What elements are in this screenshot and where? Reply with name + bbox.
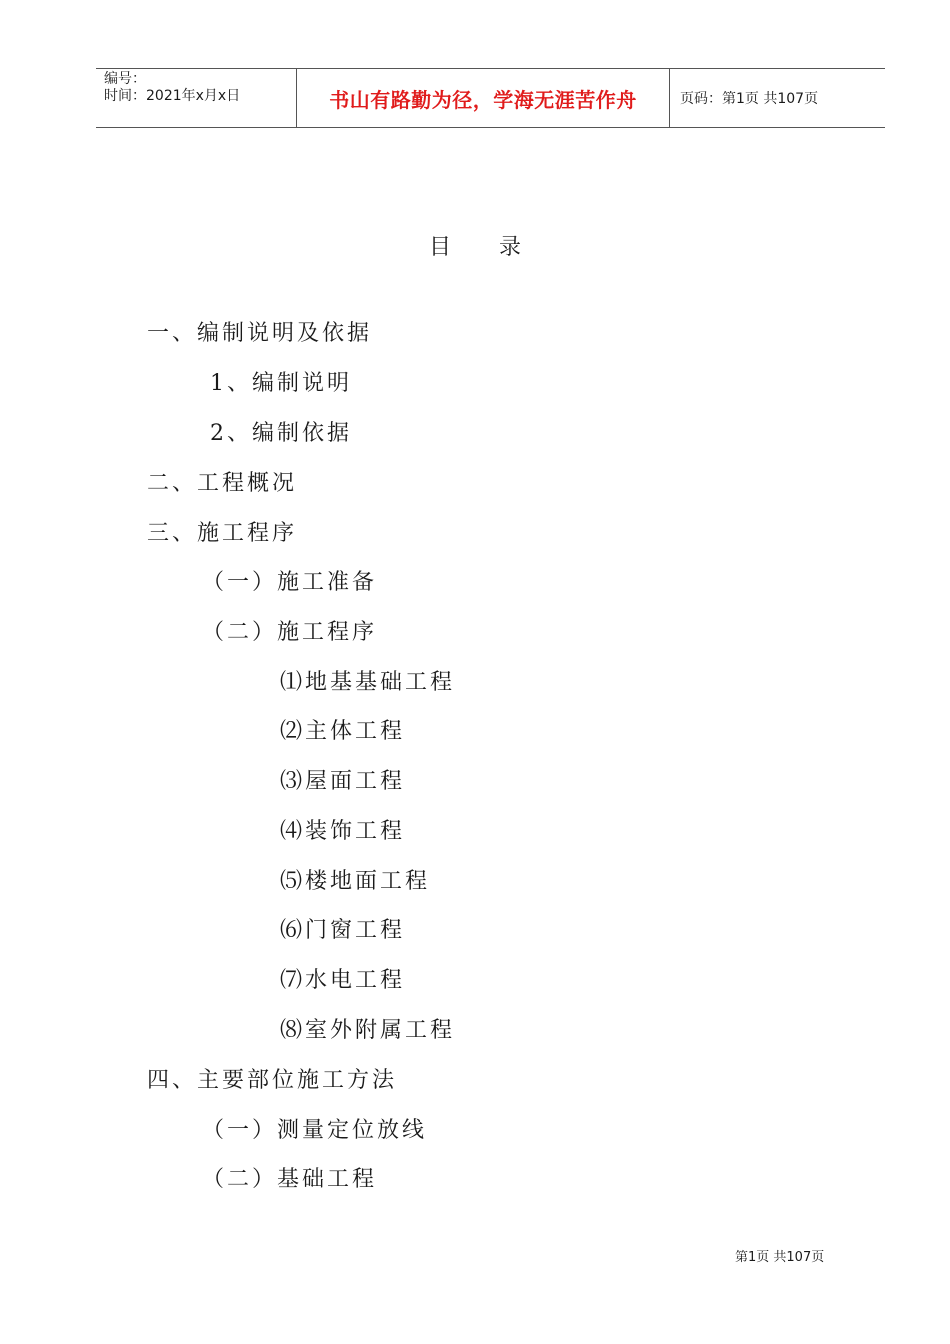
toc-item[interactable]: ⑺水电工程 <box>280 968 406 993</box>
toc-item[interactable]: ⑴地基基础工程 <box>280 670 456 695</box>
page-header <box>96 68 885 128</box>
header-meta-cell <box>96 69 297 127</box>
toc-item[interactable]: ⑶屋面工程 <box>280 769 406 794</box>
toc-item[interactable]: ⑸楼地面工程 <box>280 869 431 894</box>
header-motto-cell <box>297 69 670 127</box>
toc-item[interactable]: 四、主要部位施工方法 <box>147 1068 398 1093</box>
toc-item[interactable]: ⑻室外附属工程 <box>280 1018 456 1043</box>
document-title <box>0 230 950 261</box>
motto-text: 书山有路勤为径，学海无涯苦作舟 <box>329 87 637 112</box>
toc-item[interactable]: （二）施工程序 <box>202 620 378 645</box>
title-right-char: 录 <box>499 235 522 260</box>
footer-page-number: 第1页 共107页 <box>735 1250 825 1265</box>
toc-item[interactable]: ⑵主体工程 <box>280 719 406 744</box>
header-page-cell <box>670 69 885 127</box>
toc-item[interactable]: 2、编制依据 <box>210 421 352 446</box>
title-left-char: 目 <box>428 235 451 260</box>
time-label: 时间：2021年x月x日 <box>104 88 241 104</box>
page-footer <box>735 1246 824 1265</box>
toc-item[interactable]: （一）测量定位放线 <box>202 1118 428 1143</box>
header-page-label: 页码：第1页 共107页 <box>680 91 819 107</box>
toc-item[interactable]: ⑹门窗工程 <box>280 918 406 943</box>
number-label: 编号： <box>104 71 146 87</box>
toc-item[interactable]: （一）施工准备 <box>202 570 378 595</box>
toc-item[interactable]: （二）基础工程 <box>202 1167 378 1192</box>
toc-item[interactable]: 一、编制说明及依据 <box>147 321 373 346</box>
toc-item[interactable]: ⑷装饰工程 <box>280 819 406 844</box>
toc-item[interactable]: 二、工程概况 <box>147 471 298 496</box>
toc-item[interactable]: 三、施工程序 <box>147 521 298 546</box>
toc-item[interactable]: 1、编制说明 <box>210 371 352 396</box>
